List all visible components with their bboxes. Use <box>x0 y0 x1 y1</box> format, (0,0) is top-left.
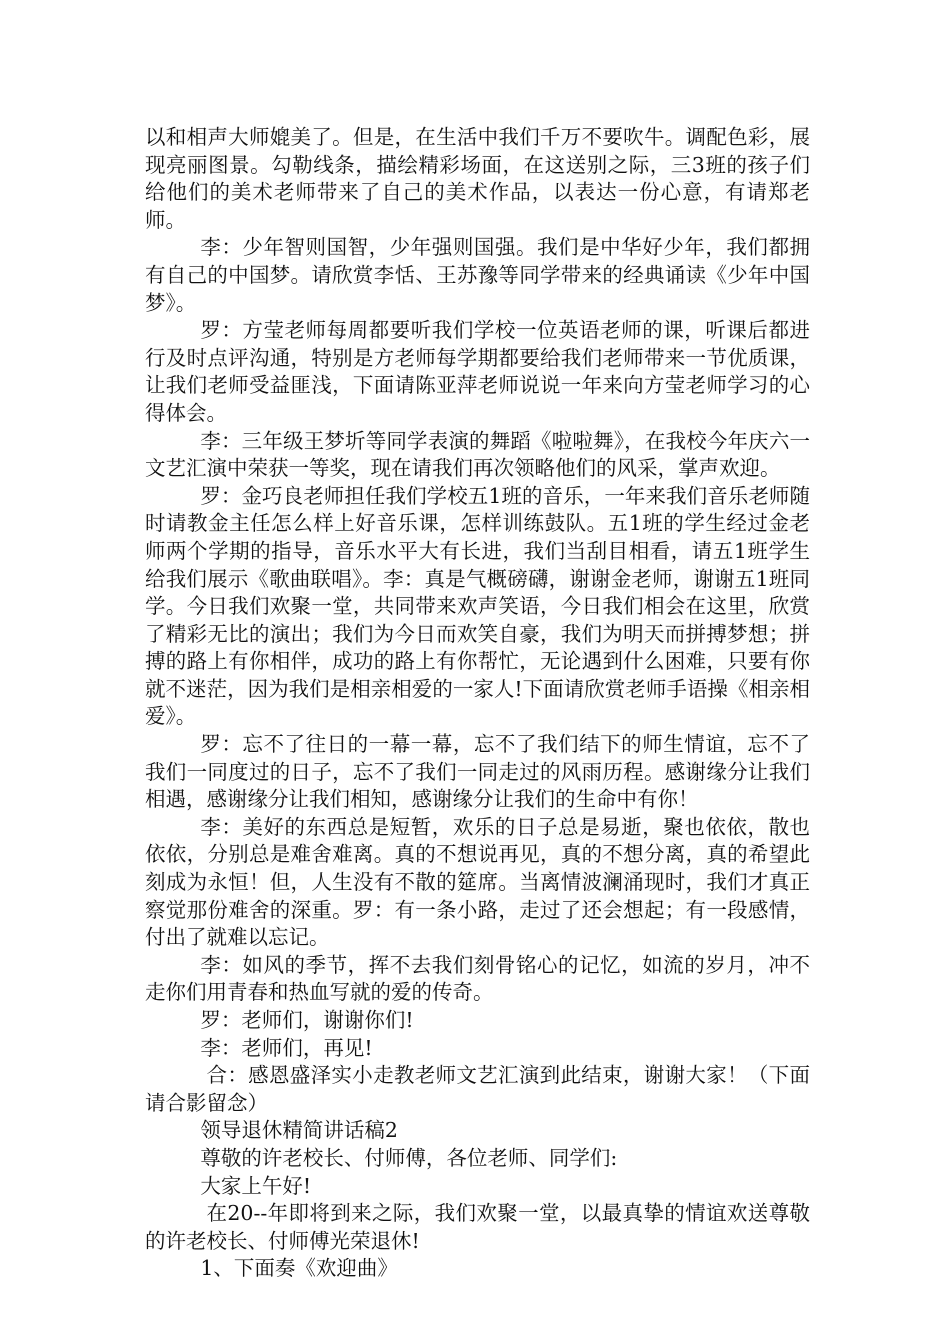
paragraph: 李：三年级王梦圻等同学表演的舞蹈《啦啦舞》，在我校今年庆六一文艺汇演中荣获一等奖，现在请我们再次领略他们的风采，掌声欢迎。 <box>145 428 810 481</box>
salutation: 尊敬的许老校长、付师傅，各位老师、同学们: <box>200 1145 618 1170</box>
paragraph: 罗：忘不了往日的一幕一幕，忘不了我们结下的师生情谊，忘不了我们一同度过的日子，忘不了我们一同走过的风雨历程。感谢缘分让我们相遇，感谢缘分让我们相知，感谢缘分让我们的生命中有你！ <box>145 732 810 812</box>
paragraph: 罗：方莹老师每周都要听我们学校一位英语老师的课，听课后都进行及时点评沟通，特别是方老师每学期都要给我们老师带来一节优质课，让我们老师受益匪浅，下面请陈亚萍老师说说一年来向方莹老师学习的心得体会。 <box>145 318 810 425</box>
paragraph: 李：少年智则国智，少年强则国强。我们是中华好少年，我们都拥有自己的中国梦。请欣赏李恬、王苏豫等同学带来的经典诵读《少年中国梦》。 <box>145 235 810 315</box>
section-title: 领导退休精简讲话稿2 <box>200 1118 398 1143</box>
list-item: 1、下面奏《欢迎曲》 <box>200 1256 398 1281</box>
greeting: 大家上午好! <box>200 1173 312 1198</box>
paragraph: 李：如风的季节，挥不去我们刻骨铭心的记忆，如流的岁月，冲不走你们用青春和热血写就的爱的传奇。 <box>145 952 810 1005</box>
paragraph: 在20--年即将到来之际，我们欢聚一堂，以最真挚的情谊欢送尊敬的许老校长、付师傅光荣退休! <box>145 1201 810 1253</box>
paragraph: 李：美好的东西总是短暂，欢乐的日子总是易逝，聚也依依，散也依依，分别总是难舍难离。真的不想说再见，真的不想分离，真的希望此刻成为永恒！但，人生没有不散的筵席。当离情波澜涌现时，我们才真正察觉那份难舍的深重。罗：有一条小路，走过了还会想起；有一段感情，付出了就难以忘记。 <box>145 814 810 950</box>
paragraph: 李：老师们，再见! <box>200 1035 373 1060</box>
paragraph: 罗：老师们，谢谢你们! <box>200 1008 414 1032</box>
paragraph: 以和相声大师媲美了。但是，在生活中我们千万不要吹牛。调配色彩，展现亮丽图景。勾勒线条，描绘精彩场面，在这送别之际，三3班的孩子们给他们的美术老师带来了自己的美术作品，以表达一份心意，有请郑老师。 <box>145 125 810 232</box>
paragraph: 合：感恩盛泽实小走教老师文艺汇演到此结束，谢谢大家！（下面请合影留念） <box>145 1063 810 1115</box>
document-body <box>145 124 810 1283</box>
paragraph: 罗：金巧良老师担任我们学校五1班的音乐，一年来我们音乐老师随时请教金主任怎么样上好音乐课，怎样训练鼓队。五1班的学生经过金老师两个学期的指导，音乐水平大有长进，我们当刮目相看，请五1班学生给我们展示《歌曲联唱》。李：真是气概磅礴，谢谢金老师，谢谢五1班同学。今日我们欢聚一堂，共同带来欢声笑语，今日我们相会在这里，欣赏了精彩无比的演出；我们为今日而欢笑自豪，我们为明天而拼搏梦想；拼搏的路上有你相伴，成功的路上有你帮忙，无论遇到什么困难，只要有你就不迷茫，因为我们是相亲相爱的一家人!下面请欣赏老师手语操《相亲相爱》。 <box>145 483 810 729</box>
